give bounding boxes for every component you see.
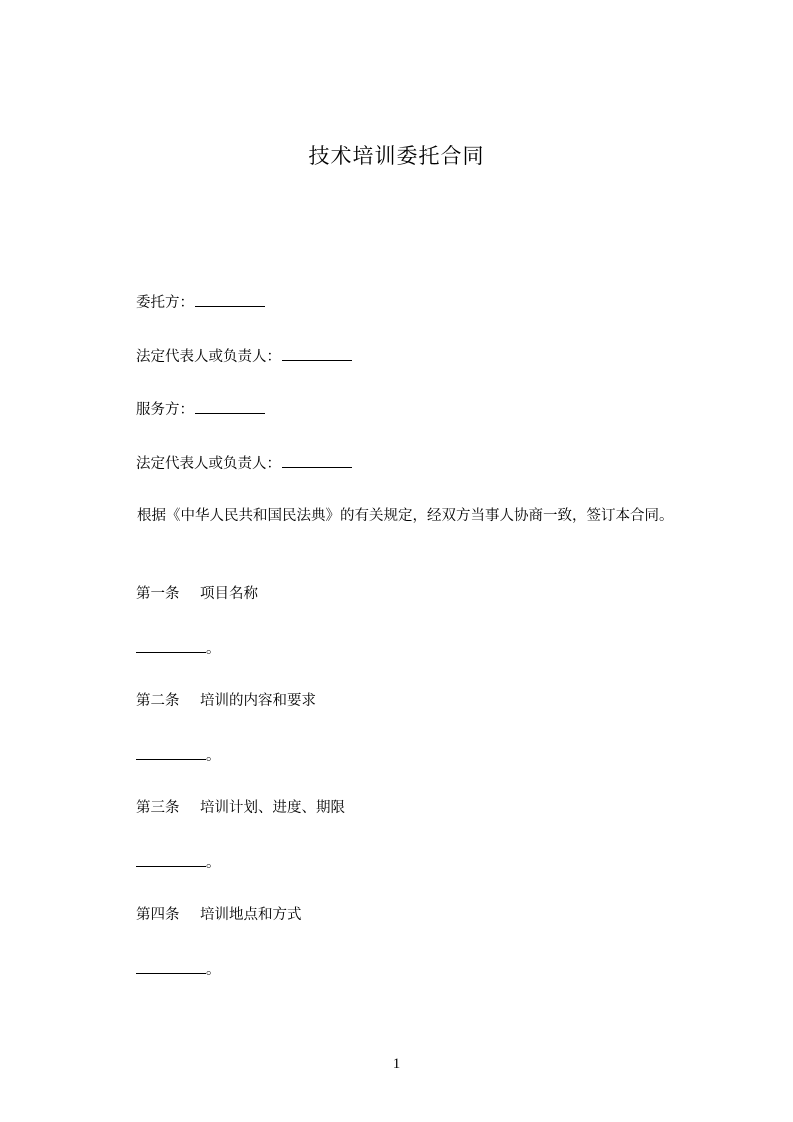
article-title: 培训地点和方式 [200,907,302,923]
article-content-blank[interactable] [136,745,206,760]
article-content [136,959,221,980]
article-number: 第三条 [136,800,180,816]
field-client-representative-label: 法定代表人或负责人： [136,349,281,365]
article-number: 第二条 [136,693,180,709]
page-number: 1 [392,1056,401,1072]
article-content-suffix: 。 [206,748,221,764]
article-content [136,638,221,659]
article-heading [136,584,258,604]
article-title: 项目名称 [200,586,258,602]
article-content [136,852,221,873]
field-service-provider [136,399,265,420]
field-provider-representative-blank[interactable] [282,453,352,468]
article-number: 第四条 [136,907,180,923]
field-service-provider-blank[interactable] [195,399,265,414]
field-client-blank[interactable] [195,292,265,307]
field-service-provider-label: 服务方： [136,402,194,418]
article-content-suffix: 。 [206,641,221,657]
field-client-representative [136,346,352,367]
article-title: 培训计划、进度、期限 [200,800,345,816]
field-client-label: 委托方： [136,295,194,311]
article-content-blank[interactable] [136,852,206,867]
article-content-blank[interactable] [136,959,206,974]
article-content [136,745,221,766]
document-title: 技术培训委托合同 [308,144,485,168]
article-content-suffix: 。 [206,962,221,978]
field-provider-representative-label: 法定代表人或负责人： [136,456,281,472]
field-client-representative-blank[interactable] [282,346,352,361]
article-heading [136,691,316,711]
field-client [136,292,265,313]
intro-paragraph: 根据《中华人民共和国民法典》的有关规定，经双方当事人协商一致，签订本合同。 [137,508,674,524]
article-content-suffix: 。 [206,855,221,871]
field-provider-representative [136,453,352,474]
article-number: 第一条 [136,586,180,602]
article-content-blank[interactable] [136,638,206,653]
article-title: 培训的内容和要求 [200,693,316,709]
article-heading [136,798,345,818]
article-heading [136,905,302,925]
